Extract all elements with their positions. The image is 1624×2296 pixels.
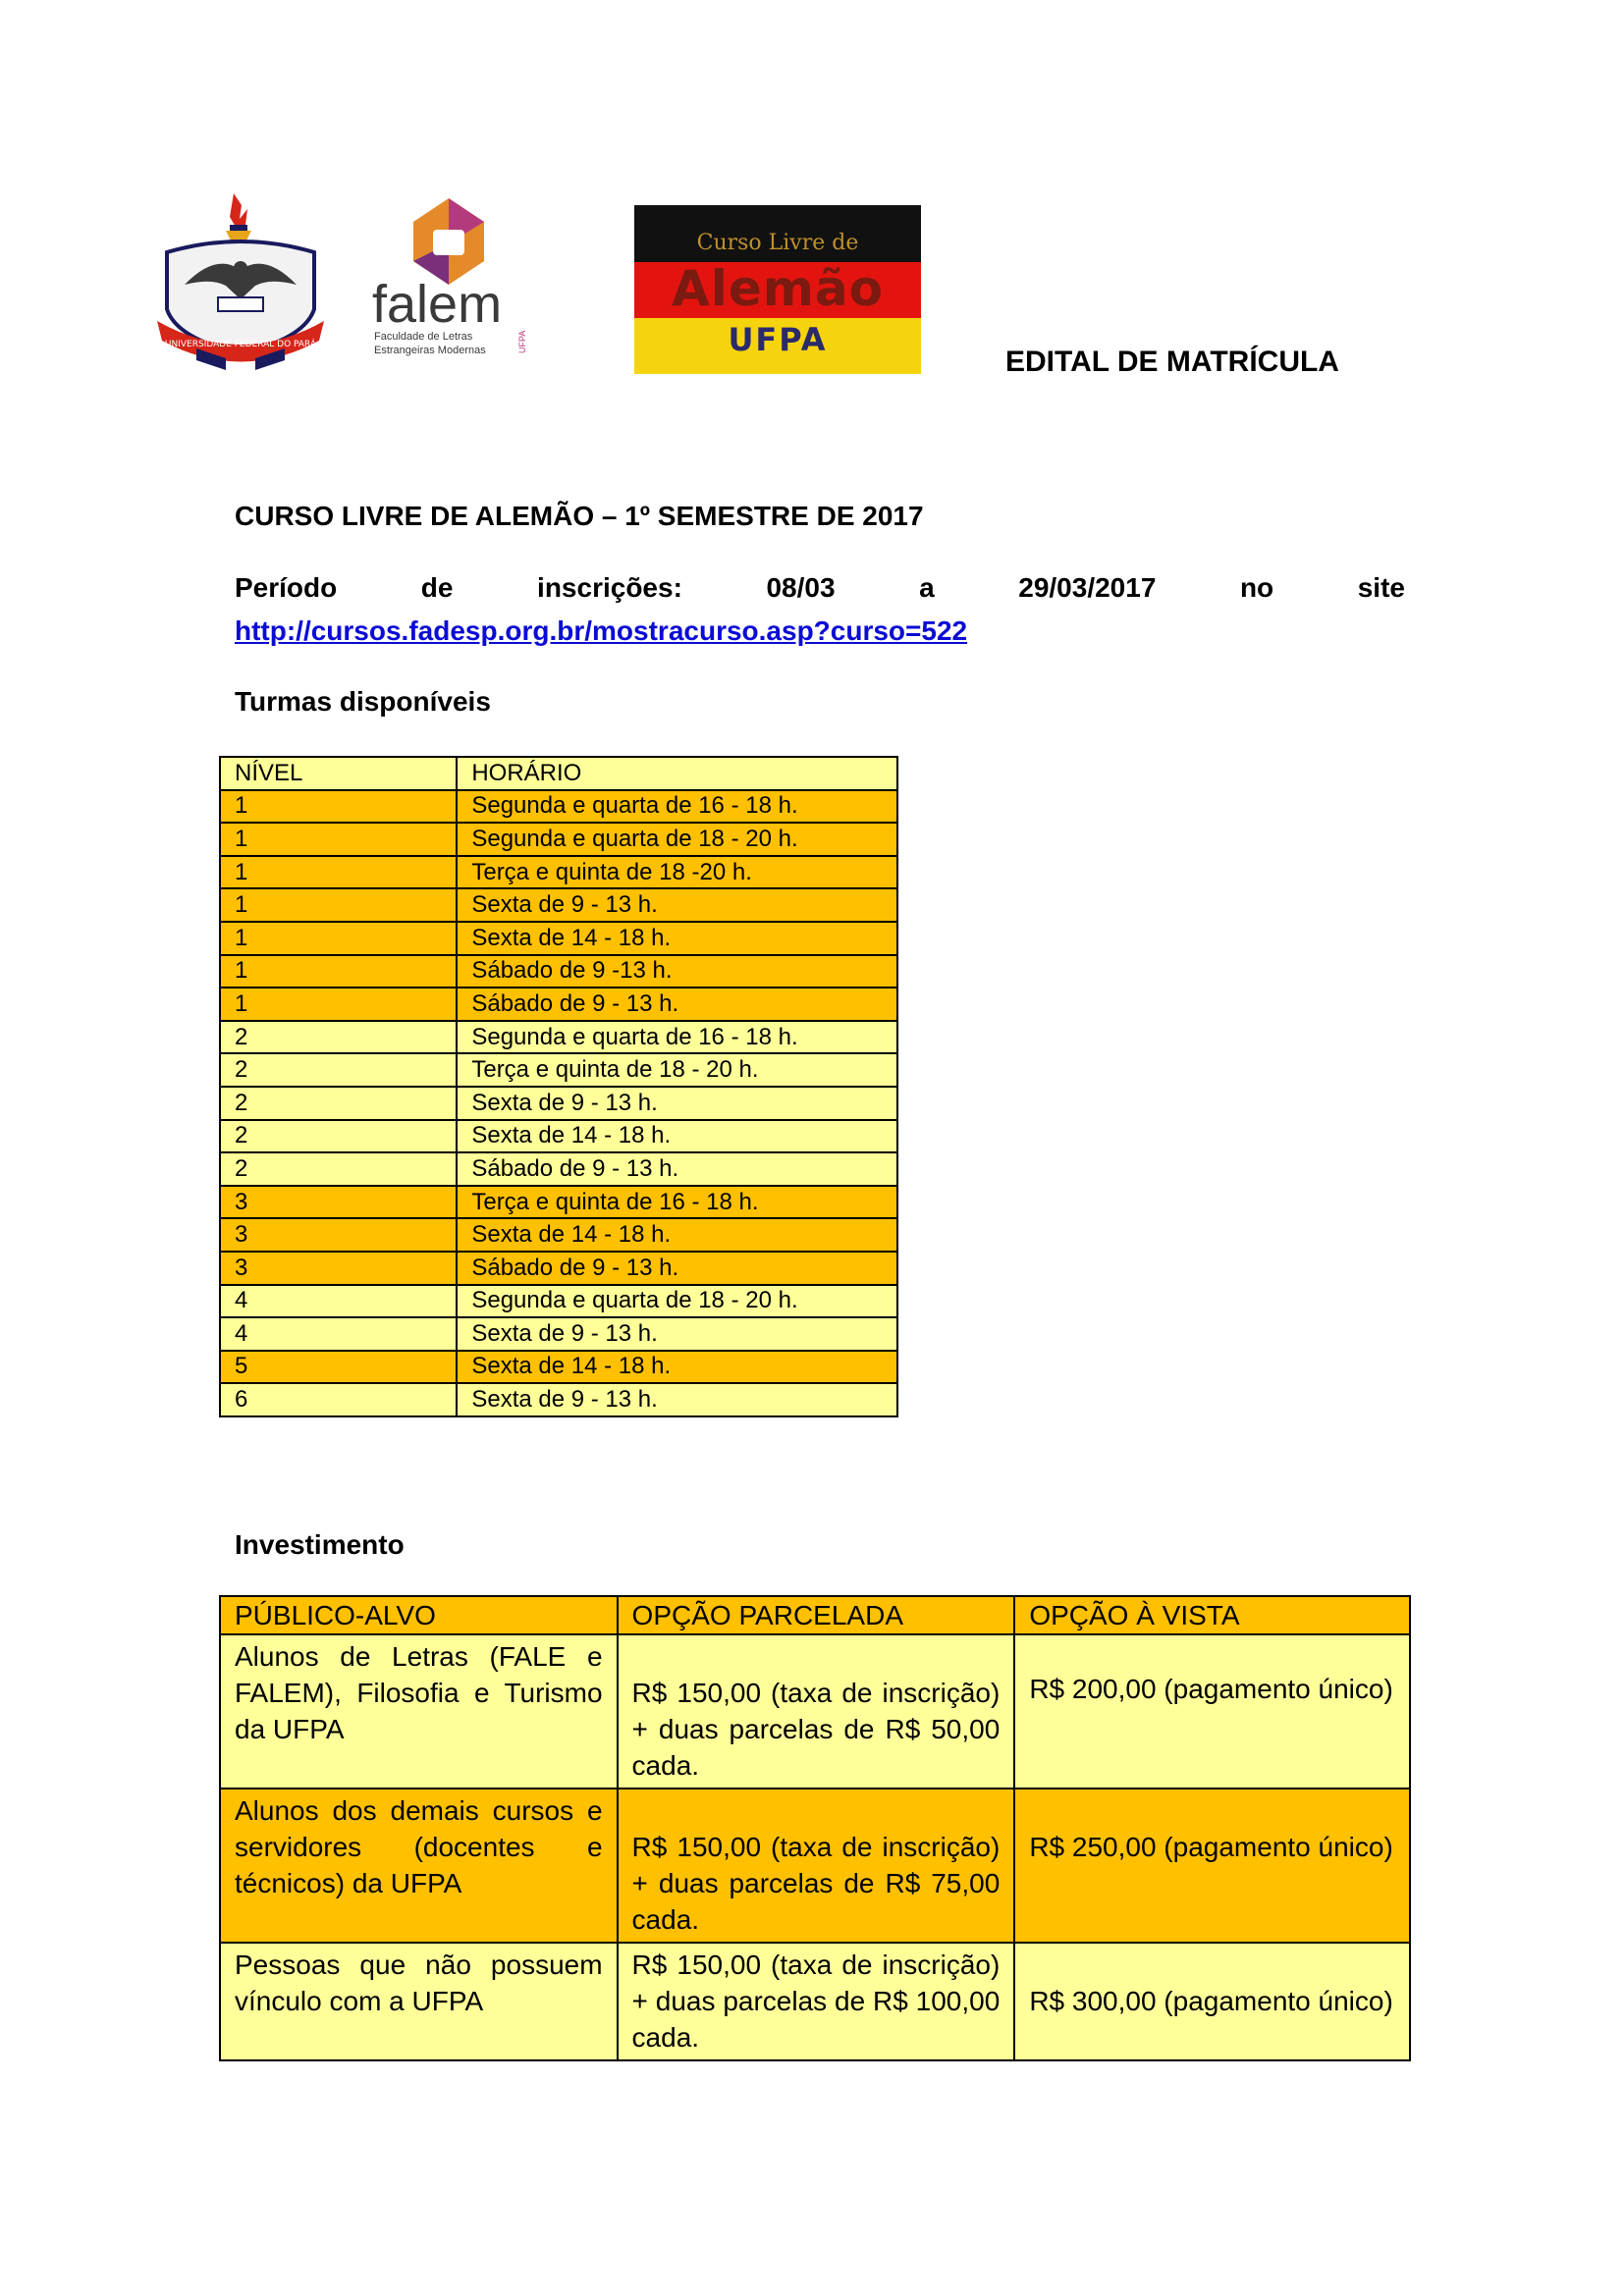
horario-cell: Segunda e quarta de 18 - 20 h. bbox=[457, 1285, 897, 1318]
nivel-cell: 1 bbox=[220, 888, 457, 922]
nivel-cell: 3 bbox=[220, 1218, 457, 1252]
falem-logo-line2: Estrangeiras Modernas bbox=[374, 345, 486, 356]
col-header-publico: PÚBLICO-ALVO bbox=[220, 1596, 618, 1634]
parcelada-cell: R$ 150,00 (taxa de inscrição) + duas parcelas de R$ 50,00 cada. bbox=[618, 1634, 1015, 1789]
horario-cell: Sexta de 14 - 18 h. bbox=[457, 1218, 897, 1252]
parcelada-cell: R$ 150,00 (taxa de inscrição) + duas parcelas de R$ 100,00 cada. bbox=[618, 1943, 1015, 2060]
table-row bbox=[220, 1383, 897, 1416]
table-row bbox=[220, 790, 897, 824]
nivel-cell: 4 bbox=[220, 1317, 457, 1351]
alemao-logo-line1: Curso Livre de bbox=[696, 231, 859, 255]
horario-cell: Sexta de 9 - 13 h. bbox=[457, 1087, 897, 1120]
table-row bbox=[220, 1252, 897, 1285]
horario-cell: Sábado de 9 - 13 h. bbox=[457, 1252, 897, 1285]
horario-cell: Terça e quinta de 18 -20 h. bbox=[457, 856, 897, 889]
table-row bbox=[220, 1053, 897, 1087]
nivel-cell: 3 bbox=[220, 1252, 457, 1285]
horario-cell: Sábado de 9 -13 h. bbox=[457, 955, 897, 988]
table-row bbox=[220, 1120, 897, 1153]
col-header-vista: OPÇÃO À VISTA bbox=[1014, 1596, 1410, 1634]
nivel-cell: 1 bbox=[220, 856, 457, 889]
horario-cell: Segunda e quarta de 16 - 18 h. bbox=[457, 1021, 897, 1054]
alemao-logo-line2: Alemão bbox=[672, 260, 884, 317]
horario-cell: Terça e quinta de 18 - 20 h. bbox=[457, 1053, 897, 1087]
horario-cell: Sábado de 9 - 13 h. bbox=[457, 1152, 897, 1186]
period-word: no bbox=[1239, 572, 1274, 603]
investimento-table bbox=[219, 1595, 1411, 2061]
publico-cell: Pessoas que não possuem vínculo com a UFPA bbox=[220, 1943, 618, 2060]
horario-cell: Sexta de 9 - 13 h. bbox=[457, 888, 897, 922]
table-row bbox=[220, 823, 897, 856]
horario-cell: Sexta de 9 - 13 h. bbox=[457, 1383, 897, 1416]
horario-cell: Segunda e quarta de 18 - 20 h. bbox=[457, 823, 897, 856]
nivel-cell: 3 bbox=[220, 1186, 457, 1219]
nivel-cell: 1 bbox=[220, 922, 457, 955]
falem-logo-name: falem bbox=[372, 275, 503, 334]
table-row bbox=[220, 856, 897, 889]
ufpa-logo-text: UNIVERSIDADE FEDERAL DO PARÁ bbox=[164, 340, 317, 349]
horario-cell: Sábado de 9 - 13 h. bbox=[457, 988, 897, 1021]
col-header-horario: HORÁRIO bbox=[457, 757, 897, 790]
nivel-cell: 4 bbox=[220, 1285, 457, 1318]
table-row bbox=[220, 1634, 1410, 1789]
table-row bbox=[220, 988, 897, 1021]
horario-cell: Sexta de 14 - 18 h. bbox=[457, 1351, 897, 1384]
vista-cell: R$ 300,00 (pagamento único) bbox=[1014, 1943, 1410, 2060]
vista-cell: R$ 250,00 (pagamento único) bbox=[1014, 1789, 1410, 1943]
table-row bbox=[220, 1789, 1410, 1943]
course-title: CURSO LIVRE DE ALEMÃO – 1º SEMESTRE DE 2017 bbox=[235, 501, 924, 531]
turmas-table bbox=[219, 756, 898, 1417]
period-start-date: 08/03 bbox=[766, 572, 836, 603]
publico-cell: Alunos de Letras (FALE e FALEM), Filosofia e Turismo da UFPA bbox=[220, 1634, 618, 1789]
document-title: EDITAL DE MATRÍCULA bbox=[1005, 346, 1339, 378]
curso-alemao-logo bbox=[634, 205, 921, 374]
table-row bbox=[220, 922, 897, 955]
nivel-cell: 1 bbox=[220, 988, 457, 1021]
ufpa-logo bbox=[157, 191, 324, 373]
registration-link[interactable]: http://cursos.fadesp.org.br/mostracurso.asp?curso=522 bbox=[235, 615, 968, 646]
table-row bbox=[220, 1317, 897, 1351]
falem-logo bbox=[368, 196, 530, 363]
table-row bbox=[220, 1186, 897, 1219]
col-header-nivel: NÍVEL bbox=[220, 757, 457, 790]
period-word: de bbox=[420, 572, 454, 603]
period-word: a bbox=[919, 572, 935, 603]
nivel-cell: 1 bbox=[220, 955, 457, 988]
col-header-parcelada: OPÇÃO PARCELADA bbox=[618, 1596, 1015, 1634]
nivel-cell: 2 bbox=[220, 1120, 457, 1153]
nivel-cell: 2 bbox=[220, 1087, 457, 1120]
nivel-cell: 6 bbox=[220, 1383, 457, 1416]
registration-period bbox=[235, 572, 1405, 604]
table-row bbox=[220, 1152, 897, 1186]
investimento-heading: Investimento bbox=[235, 1529, 405, 1560]
publico-cell: Alunos dos demais cursos e servidores (docentes e técnicos) da UFPA bbox=[220, 1789, 618, 1943]
horario-cell: Segunda e quarta de 16 - 18 h. bbox=[457, 790, 897, 824]
turmas-heading: Turmas disponíveis bbox=[235, 686, 491, 717]
alemao-logo-line3: UFPA bbox=[728, 321, 828, 358]
falem-logo-line1: Faculdade de Letras bbox=[374, 331, 473, 343]
table-row bbox=[220, 955, 897, 988]
horario-cell: Sexta de 14 - 18 h. bbox=[457, 1120, 897, 1153]
nivel-cell: 2 bbox=[220, 1021, 457, 1054]
table-row bbox=[220, 1218, 897, 1252]
nivel-cell: 1 bbox=[220, 790, 457, 824]
nivel-cell: 2 bbox=[220, 1152, 457, 1186]
period-word: Período bbox=[235, 572, 338, 603]
period-word: site bbox=[1357, 572, 1405, 603]
parcelada-cell: R$ 150,00 (taxa de inscrição) + duas parcelas de R$ 75,00 cada. bbox=[618, 1789, 1015, 1943]
table-row bbox=[220, 1943, 1410, 2060]
table-row bbox=[220, 1351, 897, 1384]
horario-cell: Sexta de 14 - 18 h. bbox=[457, 922, 897, 955]
table-header-row bbox=[220, 757, 897, 790]
table-row bbox=[220, 1285, 897, 1318]
falem-logo-side: UFPA bbox=[517, 330, 527, 353]
table-row bbox=[220, 888, 897, 922]
nivel-cell: 5 bbox=[220, 1351, 457, 1384]
table-row bbox=[220, 1087, 897, 1120]
horario-cell: Terça e quinta de 16 - 18 h. bbox=[457, 1186, 897, 1219]
horario-cell: Sexta de 9 - 13 h. bbox=[457, 1317, 897, 1351]
period-end-date: 29/03/2017 bbox=[1018, 572, 1157, 603]
vista-cell: R$ 200,00 (pagamento único) bbox=[1014, 1634, 1410, 1789]
period-word: inscrições: bbox=[537, 572, 682, 603]
nivel-cell: 1 bbox=[220, 823, 457, 856]
nivel-cell: 2 bbox=[220, 1053, 457, 1087]
table-row bbox=[220, 1021, 897, 1054]
table-header-row bbox=[220, 1596, 1410, 1634]
